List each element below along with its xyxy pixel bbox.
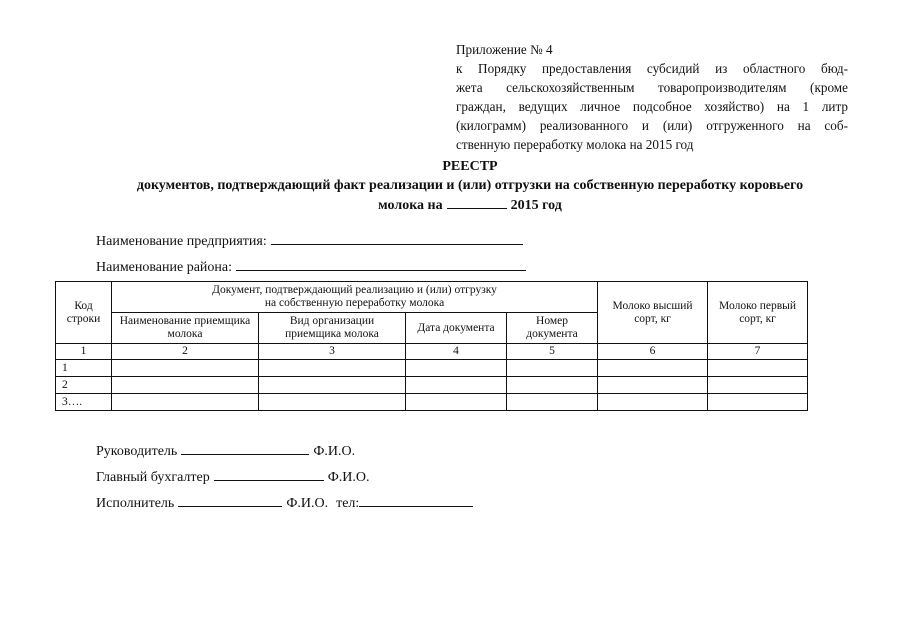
header-document-date: Дата документа xyxy=(406,313,507,344)
enterprise-input-line[interactable] xyxy=(271,230,523,245)
executor-phone-label: тел: xyxy=(336,496,360,511)
district-input-line[interactable] xyxy=(236,256,526,271)
column-number: 6 xyxy=(598,344,708,360)
enterprise-label: Наименование предприятия: xyxy=(96,234,267,249)
table-cell[interactable] xyxy=(598,394,708,411)
accountant-fio: Ф.И.О. xyxy=(327,470,370,485)
head-signature-line[interactable] xyxy=(181,440,309,455)
appendix-note xyxy=(456,40,848,154)
header-receiver-name: Наименование приемщика молока xyxy=(112,313,259,344)
appendix-number: Приложение № 4 xyxy=(456,42,553,57)
executor-phone-line[interactable] xyxy=(359,492,473,507)
table-cell[interactable] xyxy=(598,360,708,377)
appendix-text-line: ственную переработку молока на 2015 год xyxy=(456,137,694,152)
column-number-row xyxy=(56,344,808,360)
row-code: 1 xyxy=(56,360,112,377)
registry-table xyxy=(55,281,808,411)
table-cell[interactable] xyxy=(112,360,259,377)
executor-fio: Ф.И.О. xyxy=(286,496,329,511)
column-number: 2 xyxy=(112,344,259,360)
table-cell[interactable] xyxy=(112,377,259,394)
column-number: 3 xyxy=(259,344,406,360)
column-number: 1 xyxy=(56,344,112,360)
column-number: 4 xyxy=(406,344,507,360)
group-header-line: на собственную переработку молока xyxy=(264,297,445,309)
district-field xyxy=(96,256,526,277)
group-header-line: Документ, подтверждающий реализацию и (или) отгрузку xyxy=(212,284,497,296)
signature-accountant xyxy=(96,466,370,487)
table-cell[interactable] xyxy=(507,377,598,394)
table-cell[interactable] xyxy=(406,360,507,377)
document-subtitle-year xyxy=(60,195,880,215)
table-cell[interactable] xyxy=(259,377,406,394)
signature-head xyxy=(96,440,355,461)
header-document-group xyxy=(112,282,598,313)
table-cell[interactable] xyxy=(112,394,259,411)
header-organization-type: Вид организации приемщика молока xyxy=(259,313,406,344)
row-code: 3…. xyxy=(56,394,112,411)
executor-label: Исполнитель xyxy=(96,496,175,511)
table-cell[interactable] xyxy=(708,377,808,394)
column-number: 7 xyxy=(708,344,808,360)
head-fio: Ф.И.О. xyxy=(313,444,356,459)
document-subtitle: документов, подтверждающий факт реализации и (или) отгрузки на собственную переработку коровьего xyxy=(136,178,804,193)
table-header-row xyxy=(56,282,808,313)
table-cell[interactable] xyxy=(259,360,406,377)
table-cell[interactable] xyxy=(406,377,507,394)
appendix-text-line: граждан, ведущих личное подсобное хозяйство) на 1 литр xyxy=(456,99,848,114)
table-cell[interactable] xyxy=(507,360,598,377)
enterprise-field xyxy=(96,230,523,251)
month-blank[interactable] xyxy=(447,195,507,209)
subtitle-suffix: 2015 год xyxy=(510,198,562,213)
column-number: 5 xyxy=(507,344,598,360)
appendix-text-line: к Порядку предоставления субсидий из областного бюд- xyxy=(456,61,848,76)
head-label: Руководитель xyxy=(96,444,178,459)
district-label: Наименование района: xyxy=(96,260,233,275)
header-code: Код строки xyxy=(56,282,112,344)
table-cell[interactable] xyxy=(598,377,708,394)
executor-signature-line[interactable] xyxy=(178,492,282,507)
table-cell[interactable] xyxy=(406,394,507,411)
table-cell[interactable] xyxy=(708,360,808,377)
accountant-signature-line[interactable] xyxy=(214,466,324,481)
table-cell[interactable] xyxy=(259,394,406,411)
table-row xyxy=(56,377,808,394)
header-milk-top-grade: Молоко высший сорт, кг xyxy=(598,282,708,344)
row-code: 2 xyxy=(56,377,112,394)
signature-executor xyxy=(96,492,477,513)
table-row xyxy=(56,360,808,377)
appendix-text-line: (килограмм) реализованного и (или) отгруженного на соб- xyxy=(456,118,848,133)
subtitle-prefix: молока на xyxy=(378,198,443,213)
table-row xyxy=(56,394,808,411)
table-cell[interactable] xyxy=(708,394,808,411)
accountant-label: Главный бухгалтер xyxy=(96,470,210,485)
header-document-number: Номер документа xyxy=(507,313,598,344)
appendix-text-line: жета сельскохозяйственным товаропроизводителям (кроме xyxy=(456,80,848,95)
header-milk-first-grade: Молоко первый сорт, кг xyxy=(708,282,808,344)
document-title: РЕЕСТР xyxy=(442,159,498,174)
table-cell[interactable] xyxy=(507,394,598,411)
